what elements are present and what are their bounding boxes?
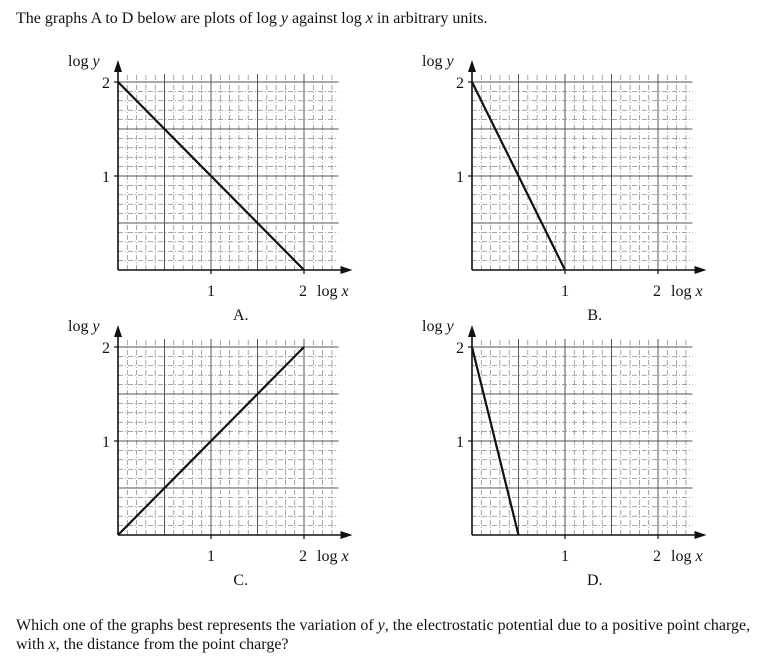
x-axis-label-var: x — [341, 548, 349, 565]
y-axis-label: log y — [422, 318, 454, 335]
x-axis-label: log x — [671, 283, 703, 300]
chart-panel-b — [422, 53, 707, 324]
y-axis-label-var: y — [92, 318, 100, 335]
x-tick-label: 1 — [561, 283, 569, 300]
x-tick-label: 2 — [653, 548, 661, 565]
x-axis-label: log x — [317, 283, 349, 300]
y-axis-arrow — [468, 325, 476, 337]
y-axis-arrow — [114, 325, 122, 337]
intro-part: x — [365, 10, 373, 27]
x-tick-label: 2 — [299, 548, 307, 565]
x-tick-label: 2 — [299, 283, 307, 300]
chart-panel-c — [68, 318, 353, 589]
panel-caption: C. — [233, 572, 249, 589]
y-tick-label: 2 — [102, 340, 110, 357]
x-axis-label: log x — [671, 548, 703, 565]
y-axis-label: log y — [68, 53, 100, 70]
grid — [472, 74, 693, 270]
y-axis-label: log y — [422, 53, 454, 70]
y-axis-arrow — [114, 60, 122, 72]
x-axis-label-var: x — [695, 548, 703, 565]
grid — [118, 339, 339, 535]
intro-part: y — [280, 10, 288, 27]
y-tick-label: 1 — [102, 169, 110, 186]
y-axis-label: log y — [68, 318, 100, 335]
panel-caption: D. — [586, 572, 603, 589]
x-axis-label-var: x — [341, 283, 349, 300]
intro-part: in arbitrary units. — [372, 10, 488, 27]
intro-part: against log — [287, 10, 366, 27]
chart-panel-d — [422, 318, 707, 589]
x-tick-label: 1 — [207, 283, 215, 300]
y-axis-label-var: y — [446, 318, 454, 335]
panel-caption: B. — [587, 307, 603, 324]
question-part: , the distance from the point charge? — [55, 636, 289, 653]
x-axis-arrow — [341, 531, 353, 539]
x-tick-label: 1 — [561, 548, 569, 565]
y-axis-arrow — [468, 60, 476, 72]
x-axis-label-var: x — [695, 283, 703, 300]
y-axis-label-var: y — [92, 53, 100, 70]
y-tick-label: 1 — [456, 434, 464, 451]
grid — [118, 74, 339, 270]
panel-caption: A. — [232, 307, 249, 324]
x-axis-arrow — [695, 531, 707, 539]
y-tick-label: 2 — [456, 340, 464, 357]
x-axis-arrow — [341, 266, 353, 274]
y-tick-label: 1 — [102, 434, 110, 451]
y-axis-label-var: y — [446, 53, 454, 70]
question-part: Which one of the graphs best represents the variation of — [16, 617, 378, 634]
question-part: y — [377, 617, 385, 634]
x-axis-label: log x — [317, 548, 349, 565]
intro-part: The graphs A to D below are plots of log — [16, 10, 281, 27]
x-axis-arrow — [695, 266, 707, 274]
y-tick-label: 2 — [456, 75, 464, 92]
y-tick-label: 1 — [456, 169, 464, 186]
question-part: , the electrostatic potential due to a positive point charge, with — [16, 617, 751, 653]
x-tick-label: 1 — [207, 548, 215, 565]
question-part: x — [48, 636, 56, 653]
x-tick-label: 2 — [653, 283, 661, 300]
y-tick-label: 2 — [102, 75, 110, 92]
grid — [472, 339, 693, 535]
chart-panel-a — [68, 53, 353, 324]
question-text — [16, 616, 766, 654]
